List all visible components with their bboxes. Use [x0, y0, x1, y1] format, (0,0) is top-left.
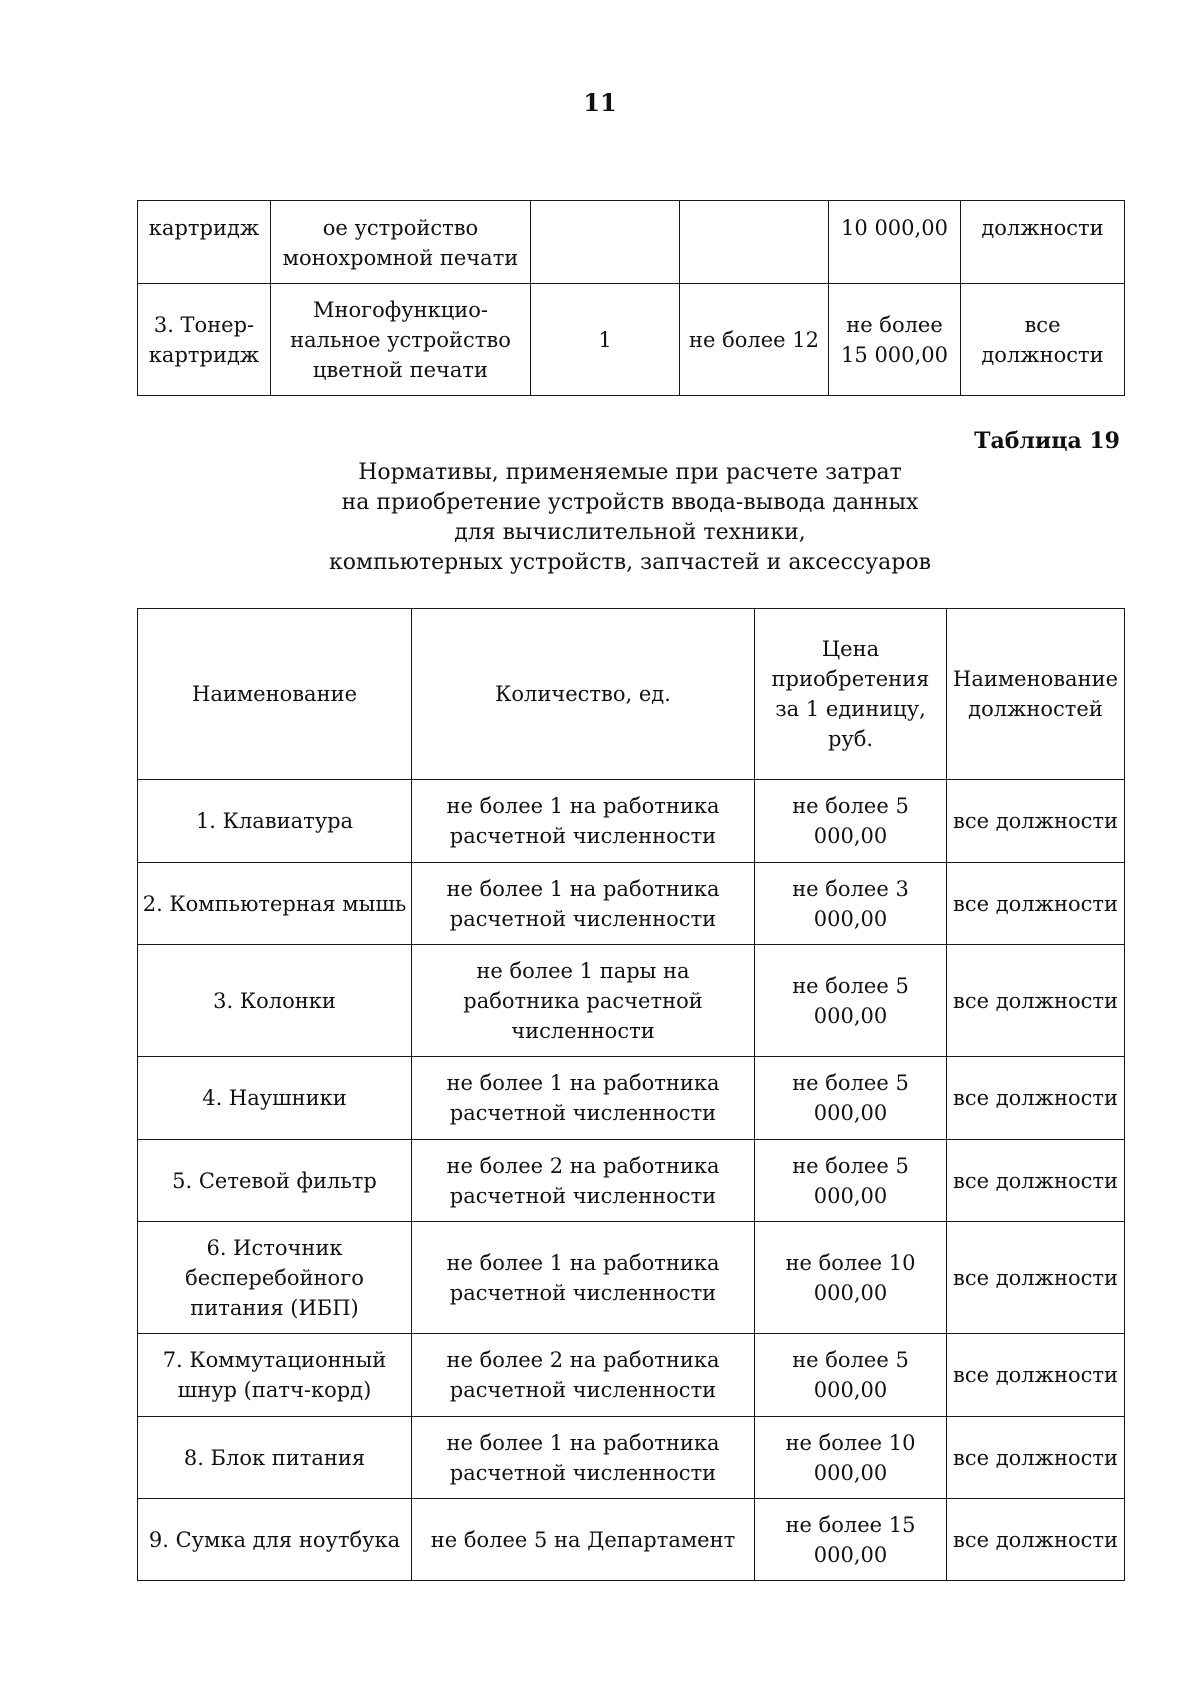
- cell-positions: все должности: [947, 1057, 1125, 1140]
- cell-positions: все должности: [947, 1499, 1125, 1581]
- cell-item-name: картридж: [138, 201, 271, 284]
- cell-name: 4. Наушники: [138, 1057, 412, 1140]
- table-title-line: компьютерных устройств, запчастей и аксессуаров: [329, 550, 931, 575]
- header-name: Наименование: [138, 609, 412, 780]
- table-row: [138, 284, 1125, 396]
- table-row: [138, 1417, 1125, 1499]
- table-row: [138, 1140, 1125, 1222]
- cell-price: не более 10 000,00: [755, 1417, 947, 1499]
- cell-price: не более 15 000,00: [755, 1499, 947, 1581]
- cell-positions: все должности: [947, 1222, 1125, 1334]
- cell-quantity: 1: [531, 284, 680, 396]
- table-row: [138, 1499, 1125, 1581]
- cell-price: не более 15 000,00: [829, 284, 961, 396]
- table-title-line: на приобретение устройств ввода-вывода данных: [341, 490, 919, 515]
- cell-quantity: [531, 201, 680, 284]
- table-title-line: Нормативы, применяемые при расчете затрат: [358, 460, 902, 485]
- cell-name: 9. Сумка для ноутбука: [138, 1499, 412, 1581]
- cell-positions: должности: [961, 201, 1125, 284]
- cell-name: 3. Колонки: [138, 945, 412, 1057]
- cell-positions: все должности: [947, 1417, 1125, 1499]
- table-title-line: для вычислительной техники,: [454, 520, 806, 545]
- header-price: Цена приобретения за 1 единицу, руб.: [755, 609, 947, 780]
- cell-quantity: не более 1 на работника расчетной численности: [412, 780, 755, 863]
- table-row: [138, 1222, 1125, 1334]
- cell-name: 8. Блок питания: [138, 1417, 412, 1499]
- cell-quantity: не более 2 на работника расчетной численности: [412, 1334, 755, 1417]
- cell-name: 5. Сетевой фильтр: [138, 1140, 412, 1222]
- table-row: [138, 945, 1125, 1057]
- cell-period: [680, 201, 829, 284]
- cell-quantity: не более 5 на Департамент: [412, 1499, 755, 1581]
- cell-quantity: не более 1 на работника расчетной численности: [412, 863, 755, 945]
- cell-device: ое устройство монохромной печати: [271, 201, 531, 284]
- header-quantity: Количество, ед.: [412, 609, 755, 780]
- cell-name: 2. Компьютерная мышь: [138, 863, 412, 945]
- cell-positions: все должности: [947, 945, 1125, 1057]
- cell-name: 7. Коммутационный шнур (патч-корд): [138, 1334, 412, 1417]
- cell-price: не более 5 000,00: [755, 780, 947, 863]
- cell-device: Многофункцио-нальное устройство цветной печати: [271, 284, 531, 396]
- cell-price: не более 3 000,00: [755, 863, 947, 945]
- cell-quantity: не более 1 на работника расчетной численности: [412, 1417, 755, 1499]
- header-positions: Наименование должностей: [947, 609, 1125, 780]
- cell-price: 10 000,00: [829, 201, 961, 284]
- table-header-row: [138, 609, 1125, 780]
- continuation-table: [137, 200, 1125, 396]
- table-row: [138, 1334, 1125, 1417]
- norms-table: [137, 608, 1125, 1581]
- cell-quantity: не более 1 на работника расчетной численности: [412, 1222, 755, 1334]
- table-row: [138, 201, 1125, 284]
- cell-quantity: не более 2 на работника расчетной численности: [412, 1140, 755, 1222]
- cell-name: 6. Источник бесперебойного питания (ИБП): [138, 1222, 412, 1334]
- cell-name: 1. Клавиатура: [138, 780, 412, 863]
- cell-item-name: 3. Тонер-картридж: [138, 284, 271, 396]
- table-row: [138, 780, 1125, 863]
- cell-positions: все должности: [947, 1140, 1125, 1222]
- cell-quantity: не более 1 на работника расчетной численности: [412, 1057, 755, 1140]
- cell-quantity: не более 1 пары на работника расчетной численности: [412, 945, 755, 1057]
- table-title: [0, 458, 1200, 578]
- table-row: [138, 1057, 1125, 1140]
- table-row: [138, 863, 1125, 945]
- cell-price: не более 5 000,00: [755, 1057, 947, 1140]
- cell-period: не более 12: [680, 284, 829, 396]
- cell-price: не более 5 000,00: [755, 945, 947, 1057]
- cell-price: не более 10 000,00: [755, 1222, 947, 1334]
- cell-positions: все должности: [947, 1334, 1125, 1417]
- cell-price: не более 5 000,00: [755, 1140, 947, 1222]
- cell-price: не более 5 000,00: [755, 1334, 947, 1417]
- page-number: 11: [583, 88, 617, 117]
- cell-positions: все должности: [947, 863, 1125, 945]
- cell-positions: все должности: [961, 284, 1125, 396]
- cell-positions: все должности: [947, 780, 1125, 863]
- table-label: Таблица 19: [974, 428, 1120, 454]
